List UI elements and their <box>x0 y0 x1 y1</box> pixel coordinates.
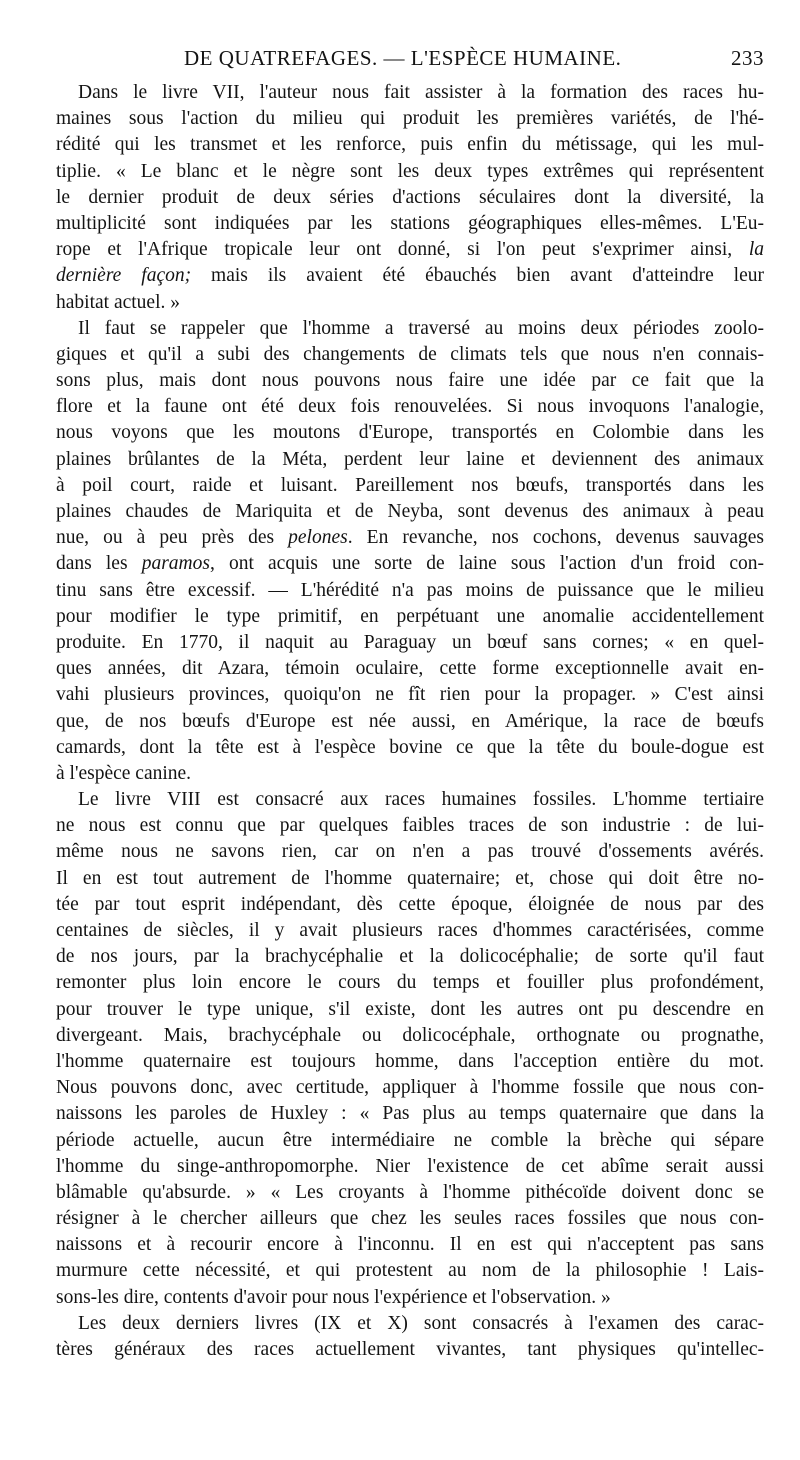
italic-segment: paramos <box>141 553 210 575</box>
body-text <box>56 80 764 1363</box>
text-line: plaines brûlantes de la Méta, perdent leur laine et deviennent des animaux <box>56 448 764 470</box>
text-line: giques et qu'il a subi des changements de climats tels que nous n'en connais- <box>56 343 764 365</box>
text-line: maines sous l'action du milieu qui produit les premières variétés, de l'hé- <box>56 108 764 130</box>
text-line: pour trouver le type unique, s'il existe, dont les autres ont pu descendre en <box>56 998 764 1020</box>
text-line: sons plus, mais dont nous pouvons nous faire une idée par ce fait que la <box>56 370 764 392</box>
text-line: tinu sans être excessif. — L'hérédité n'a pas moins de puissance que le milieu <box>56 579 764 601</box>
text-segment: mais ils avaient été ébauchés bien avant d'atteindre leur <box>191 265 764 287</box>
text-line: résigner à le chercher ailleurs que chez les seules races fossiles que nous con- <box>56 1208 764 1230</box>
text-line: même nous ne savons rien, car on n'en a pas trouvé d'ossements avérés. <box>56 841 764 863</box>
text-line: tères généraux des races actuellement vivantes, tant physiques qu'intellec- <box>56 1339 764 1360</box>
paragraph-livres-ix-x <box>56 1311 764 1363</box>
text-line: l'homme quaternaire est toujours homme, dans l'acception entière du mot. <box>56 1050 764 1072</box>
paragraph-livre-vii <box>56 80 764 316</box>
text-line: Il faut se rappeler que l'homme a traversé au moins deux périodes zoolo- <box>78 317 764 339</box>
text-line: ne nous est connu que par quelques faibles traces de son industrie : de lui- <box>56 815 764 837</box>
text-segment: rope et l'Afrique tropicale leur ont donné, si l'on peut s'exprimer ainsi, <box>56 239 733 261</box>
running-head <box>56 46 764 74</box>
text-line: l'homme du singe-anthropomorphe. Nier l'existence de cet abîme serait aussi <box>56 1155 764 1177</box>
page-number: 233 <box>731 46 764 70</box>
text-line <box>56 237 764 263</box>
text-line: nous voyons que les moutons d'Europe, transportés en Colombie dans les <box>56 422 764 444</box>
text-line: Nous pouvons donc, avec certitude, appliquer à l'homme fossile que nous con- <box>56 1077 764 1099</box>
text-line: naissons les paroles de Huxley : « Pas plus au temps quaternaire que dans la <box>56 1103 764 1125</box>
text-line: tée par tout esprit indépendant, dès cette époque, éloignée de nous par des <box>56 893 764 915</box>
text-line: naissons et à recourir encore à l'inconnu. Il en est qui n'acceptent pas sans <box>56 1234 764 1256</box>
text-line: Les deux derniers livres (IX et X) sont consacrés à l'examen des carac- <box>78 1312 764 1334</box>
text-line: Le livre VIII est consacré aux races humaines fossiles. L'homme tertiaire <box>78 789 764 811</box>
text-line: remonter plus loin encore le cours du temps et fouiller plus profondément, <box>56 972 764 994</box>
paragraph-livre-viii <box>56 787 764 1311</box>
text-line: camards, dont la tête est à l'espèce bovine ce que la tête du boule-dogue est <box>56 736 764 758</box>
text-line: à poil court, raide et luisant. Pareillement nos bœufs, transportés dans les <box>56 474 764 496</box>
text-line: ques années, dit Azara, témoin oculaire, cette forme exceptionnelle avait en- <box>56 658 764 680</box>
text-line: murmure cette nécessité, et qui protestent au nom de la philosophie ! Lais- <box>56 1260 764 1282</box>
text-segment: dans les <box>56 553 128 575</box>
italic-segment: pelones <box>288 527 348 549</box>
text-line: sons-les dire, contents d'avoir pour nous l'expérience et l'observation. » <box>56 1286 611 1308</box>
text-line: le dernier produit de deux séries d'actions séculaires dont la diversité, la <box>56 186 764 208</box>
paragraph-periodes-zoologiques <box>56 316 764 787</box>
text-line: rédité qui les transmet et les renforce, puis enfin du métissage, qui les mul- <box>56 134 764 156</box>
text-line: flore et la faune ont été deux fois renouvelées. Si nous invoquons l'analogie, <box>56 396 764 418</box>
italic-segment: la <box>748 239 764 261</box>
text-line: blâmable qu'absurde. » « Les croyants à l'homme pithécoïde doivent donc se <box>56 1181 764 1203</box>
running-title: DE QUATREFAGES. — L'ESPÈCE HUMAINE. <box>184 46 622 70</box>
text-line: divergeant. Mais, brachycéphale ou dolicocéphale, orthognate ou prognathe, <box>56 1024 764 1046</box>
text-line: que, de nos bœufs d'Europe est née aussi, en Amérique, la race de bœufs <box>56 710 764 732</box>
text-line: vahi plusieurs provinces, quoiqu'on ne fît rien pour la propager. » C'est ainsi <box>56 684 764 706</box>
text-segment: . En revanche, nos cochons, devenus sauvages <box>347 527 764 549</box>
text-line: plaines chaudes de Mariquita et de Neyba, sont devenus des animaux à peau <box>56 501 764 522</box>
text-line <box>56 525 764 551</box>
text-line: à l'espèce canine. <box>56 762 192 784</box>
text-segment: , ont acquis une sorte de laine sous l'action d'un froid con- <box>209 553 764 575</box>
text-line: Il en est tout autrement de l'homme quaternaire; et, chose qui doit être no- <box>56 867 764 889</box>
text-line: produite. En 1770, il naquit au Paraguay un bœuf sans cornes; « en quel- <box>56 631 764 653</box>
italic-segment: dernière façon; <box>56 265 192 287</box>
text-segment: nue, ou à peu près des <box>56 527 289 549</box>
text-line: Dans le livre VII, l'auteur nous fait assister à la formation des races hu- <box>78 82 764 103</box>
text-line: de nos jours, par la brachycéphalie et la dolicocéphalie; de sorte qu'il faut <box>56 946 764 968</box>
text-line: pour modifier le type primitif, en perpétuant une anomalie accidentellement <box>56 605 764 627</box>
text-line: habitat actuel. » <box>56 291 180 313</box>
text-line <box>56 551 764 577</box>
text-line <box>56 263 764 289</box>
text-line: multiplicité sont indiquées par les stations géographiques elles-mêmes. L'Eu- <box>56 212 764 234</box>
text-line: tiplie. « Le blanc et le nègre sont les deux types extrêmes qui représentent <box>56 160 764 182</box>
text-line: période actuelle, aucun être intermédiaire ne comble la brèche qui sépare <box>56 1129 764 1151</box>
text-line: centaines de siècles, il y avait plusieurs races d'hommes caractérisées, comme <box>56 920 764 941</box>
